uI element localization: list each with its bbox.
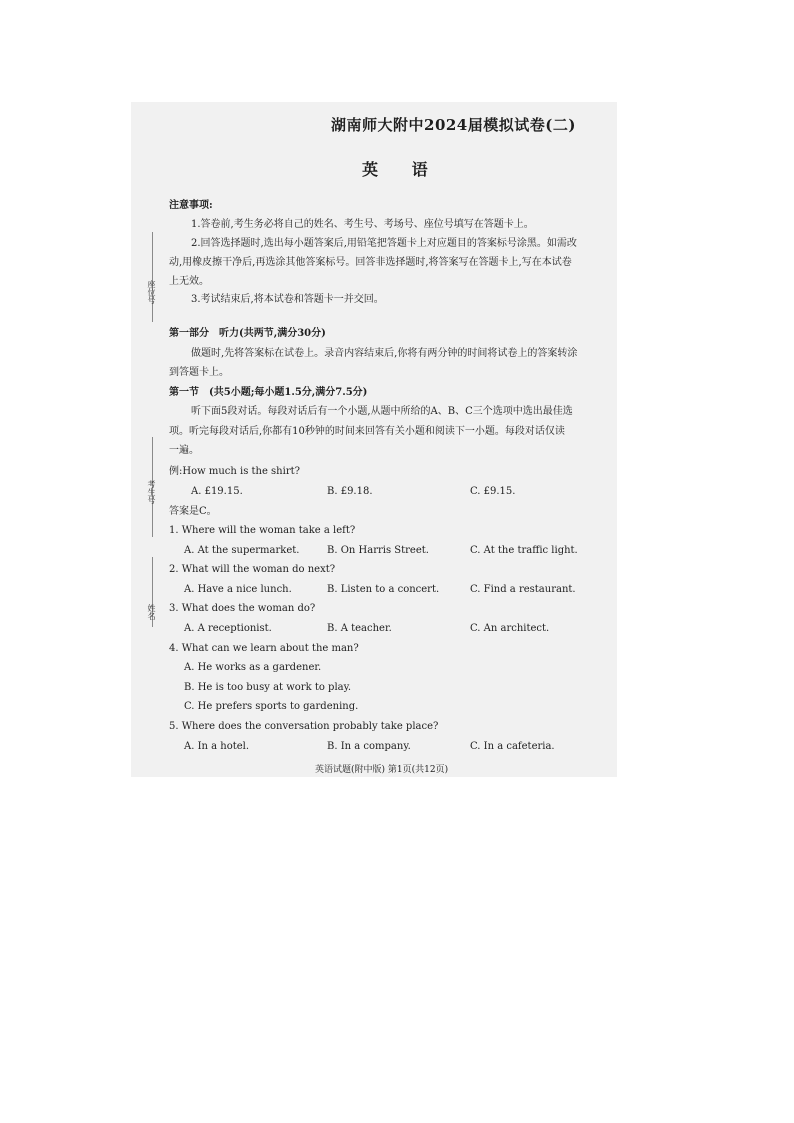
subject-title: 英 语	[362, 160, 442, 179]
section1-intro-cont: 项。听完每段对话后,你都有10秒钟的时间来回答有关小题和阅读下一小题。每段对话仅读	[169, 426, 565, 437]
exam-title: 湖南师大附中2024届模拟试卷(二)	[331, 116, 576, 134]
example-option-a: A. £19.15.	[191, 486, 243, 497]
section1-intro-cont: 一遍。	[169, 445, 199, 456]
candidate-number-label: 考生号	[147, 480, 156, 504]
part1-heading: 第一部分 听力(共两节,满分30分)	[169, 328, 326, 339]
notice-item-2-cont: 上无效。	[169, 276, 209, 287]
notice-item-1: 1.答卷前,考生务必将自己的姓名、考生号、考场号、座位号填写在答题卡上。	[191, 219, 534, 230]
q1-option-c: C. At the traffic light.	[470, 545, 578, 556]
section1-intro: 听下面5段对话。每段对话后有一个小题,从题中所给的A、B、C三个选项中选出最佳选	[191, 406, 573, 417]
q4-option-c: C. He prefers sports to gardening.	[184, 701, 359, 712]
q2-option-a: A. Have a nice lunch.	[184, 584, 292, 595]
seat-number-label: 座位号	[147, 280, 156, 304]
q3-option-a: A. A receptionist.	[184, 623, 272, 634]
q4-option-a: A. He works as a gardener.	[184, 662, 322, 673]
q5-option-b: B. In a company.	[327, 741, 411, 752]
example-option-c: C. £9.15.	[470, 486, 516, 497]
q3-option-b: B. A teacher.	[327, 623, 392, 634]
notice-heading: 注意事项:	[169, 200, 213, 211]
name-label: 姓名	[147, 604, 156, 620]
q4-option-b: B. He is too busy at work to play.	[184, 682, 352, 693]
part1-intro: 做题时,先将答案标在试卷上。录音内容结束后,你将有两分钟的时间将试卷上的答案转涂	[191, 348, 578, 359]
example-option-b: B. £9.18.	[327, 486, 373, 497]
notice-item-2: 2.回答选择题时,选出每小题答案后,用铅笔把答题卡上对应题目的答案标号涂黑。如需改	[191, 238, 577, 249]
question-4: 4. What can we learn about the man?	[169, 643, 359, 654]
example-answer: 答案是C。	[169, 506, 217, 517]
question-1: 1. Where will the woman take a left?	[169, 525, 356, 536]
part1-intro-cont: 到答题卡上。	[169, 367, 229, 378]
question-3: 3. What does the woman do?	[169, 603, 316, 614]
q5-option-c: C. In a cafeteria.	[470, 741, 555, 752]
notice-item-3: 3.考试结束后,将本试卷和答题卡一并交回。	[191, 294, 384, 305]
q2-option-b: B. Listen to a concert.	[327, 584, 440, 595]
question-5: 5. Where does the conversation probably take place?	[169, 721, 439, 732]
q1-option-b: B. On Harris Street.	[327, 545, 429, 556]
exam-page	[131, 102, 617, 777]
q1-option-a: A. At the supermarket.	[184, 545, 300, 556]
page-footer: 英语试题(附中版) 第1页(共12页)	[315, 765, 449, 775]
example-question: 例:How much is the shirt?	[169, 466, 300, 477]
q3-option-c: C. An architect.	[470, 623, 550, 634]
q2-option-c: C. Find a restaurant.	[470, 584, 576, 595]
binding-line	[152, 232, 153, 322]
question-2: 2. What will the woman do next?	[169, 564, 336, 575]
section1-heading: 第一节 (共5小题;每小题1.5分,满分7.5分)	[169, 387, 368, 398]
q5-option-a: A. In a hotel.	[184, 741, 250, 752]
notice-item-2-cont: 动,用橡皮擦干净后,再选涂其他答案标号。回答非选择题时,将答案写在答题卡上,写在本试卷	[169, 257, 572, 268]
